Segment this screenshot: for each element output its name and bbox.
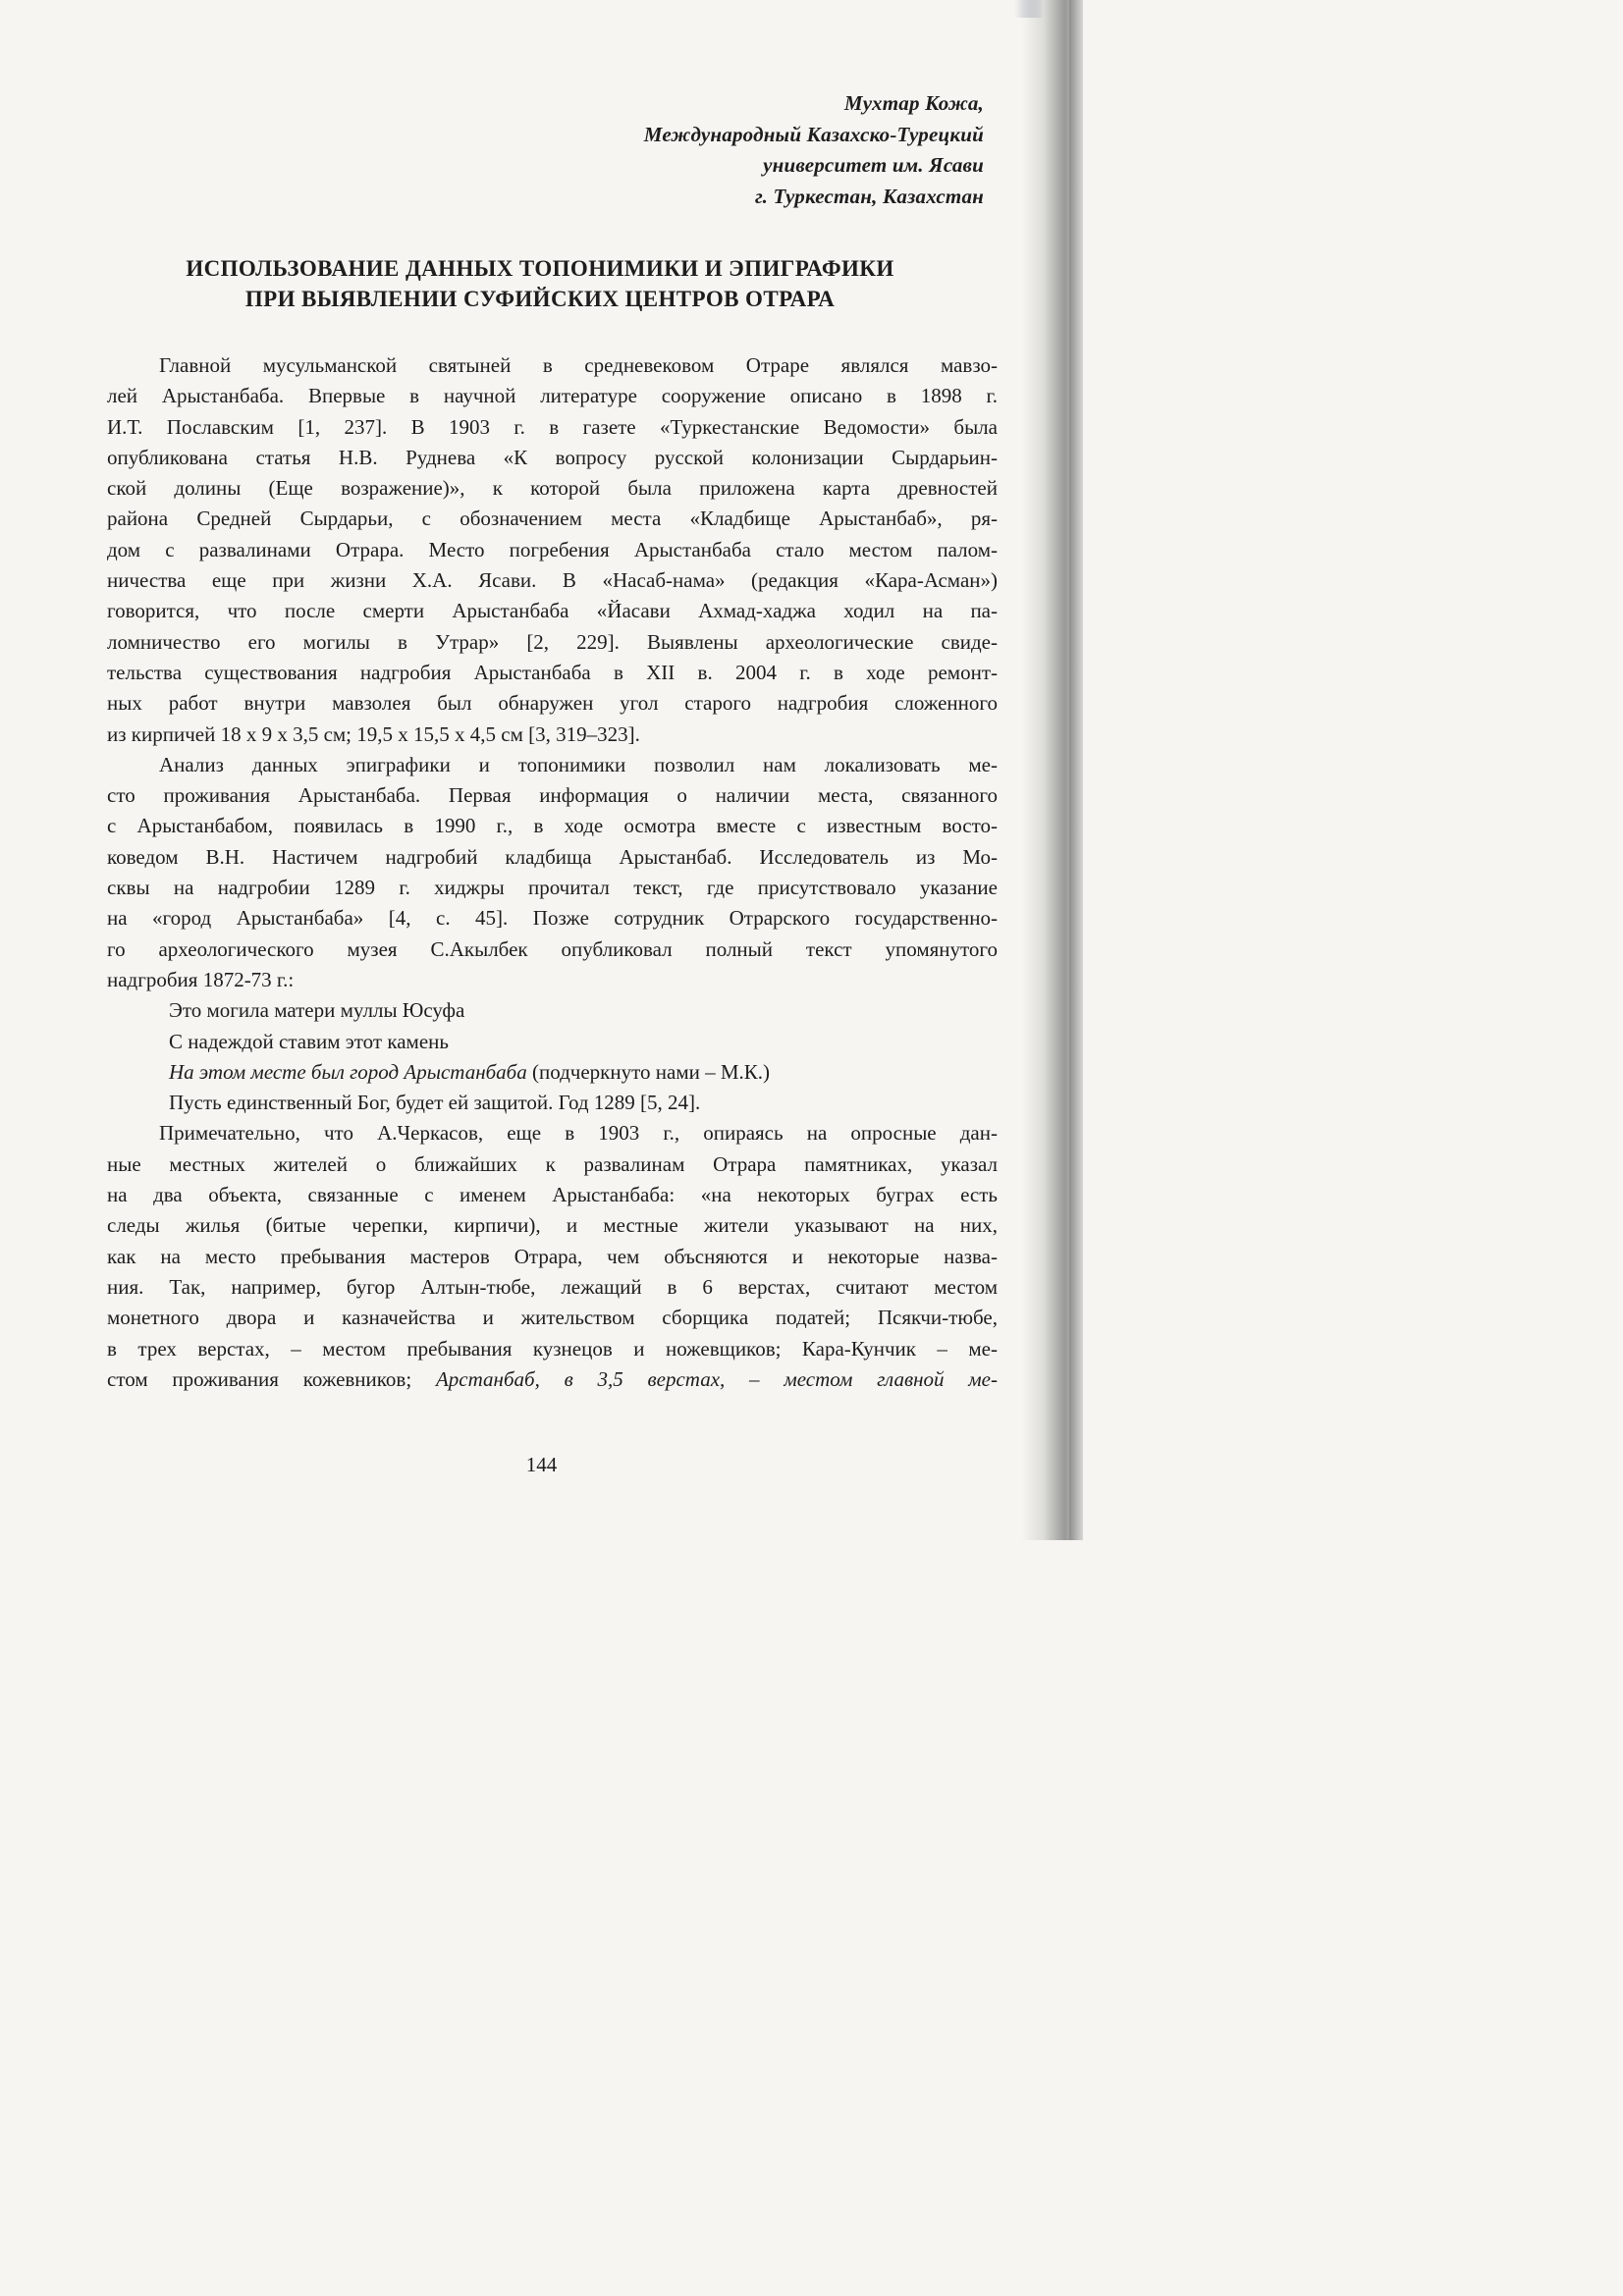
text-line: ных работ внутри мавзолея был обнаружен угол старого надгробия сложенного <box>107 691 998 716</box>
text-line: лей Арыстанбаба. Впервые в научной литературе сооружение описано в 1898 г. <box>107 384 998 408</box>
text-line: надгробия 1872-73 г.: <box>107 967 295 991</box>
text-line: ничества еще при жизни Х.А. Ясави. В «Насаб-нама» (редакция «Кара-Асман») <box>107 568 998 593</box>
epitaph-note: (подчеркнуто нами – М.К.) <box>526 1059 771 1084</box>
text-line: ные местных жителей о ближайших к развалинам Отрара памятниках, указал <box>107 1151 998 1176</box>
paragraph-3 <box>107 1118 998 1395</box>
author-name: Мухтар Кожа, <box>843 91 984 115</box>
title-line-2: ПРИ ВЫЯВЛЕНИИ СУФИЙСКИХ ЦЕНТРОВ ОТРАРА <box>244 287 836 311</box>
text-line: дом с развалинами Отрара. Место погребения Арыстанбаба стало местом палом- <box>107 537 998 561</box>
author-location: г. Туркестан, Казахстан <box>754 184 984 208</box>
text-line: с Арыстанбабом, появилась в 1990 г., в ходе осмотра вместе с известным восто- <box>107 814 998 838</box>
text-line: на два объекта, связанные с именем Арыстанбаба: «на некоторых буграх есть <box>107 1183 998 1207</box>
author-affiliation-1: Международный Казахско-Турецкий <box>643 122 984 146</box>
text-line: следы жилья (битые черепки, кирпичи), и местные жители указывают на них, <box>107 1213 998 1238</box>
text-line: Главной мусульманской святыней в средневековом Отраре являлся мавзо- <box>159 353 998 377</box>
text-line: района Средней Сырдарьи, с обозначением места «Кладбище Арыстанбаб», ря- <box>107 507 998 531</box>
epitaph-line-2: С надеждой ставим этот камень <box>169 1029 449 1053</box>
text-line: ской долины (Еще возражение)», к которой была приложена карта древностей <box>107 476 998 501</box>
page-edge <box>1069 0 1083 1540</box>
epitaph-quote <box>107 995 998 1118</box>
epitaph-line-1: Это могила матери муллы Юсуфа <box>169 998 465 1023</box>
text-line: в трех верстах, – местом пребывания кузнецов и ножевщиков; Кара-Кунчик – ме- <box>107 1336 998 1361</box>
text-line: Примечательно, что А.Черкасов, еще в 1903 г., опираясь на опросные дан- <box>159 1121 998 1146</box>
text-line: опубликована статья Н.В. Руднева «К вопросу русской колонизации Сырдарьин- <box>107 445 998 469</box>
title-line-1: ИСПОЛЬЗОВАНИЕ ДАННЫХ ТОПОНИМИКИ И ЭПИГРАФИКИ <box>186 256 894 281</box>
text-line: тельства существования надгробия Арыстанбаба в XII в. 2004 г. в ходе ремонт- <box>107 660 998 684</box>
text-line: Анализ данных эпиграфики и топонимики позволил нам локализовать ме- <box>159 752 998 776</box>
author-block <box>644 88 984 212</box>
text-line: ломничество его могилы в Утрар» [2, 229]. Выявлены археологические свиде- <box>107 629 998 654</box>
author-affiliation-2: университет им. Ясави <box>763 153 984 177</box>
text-line: сквы на надгробии 1289 г. хиджры прочитал текст, где присутствовало указание <box>107 876 998 900</box>
text-line: сто проживания Арыстанбаба. Первая информация о наличии места, связанного <box>107 783 998 808</box>
paragraph-2 <box>107 750 998 995</box>
text-line: как на место пребывания мастеров Отрара, чем объсняются и некоторые назва- <box>107 1244 998 1268</box>
text-line: говорится, что после смерти Арыстанбаба «Йасави Ахмад-хаджа ходил на па- <box>107 599 998 623</box>
text-line: И.Т. Пославским [1, 237]. В 1903 г. в газете «Туркестанские Ведомости» была <box>107 414 998 439</box>
text-plain: стом проживания кожевников; <box>107 1366 436 1391</box>
page-number: 144 <box>525 1453 558 1476</box>
text-line: коведом В.Н. Настичем надгробий кладбища Арыстанбаб. Исследователь из Мо- <box>107 844 998 869</box>
paragraph-1 <box>107 350 998 750</box>
text-emphasis: Арстанбаб, в 3,5 верстах, – местом главной ме- <box>435 1366 998 1391</box>
text-line: го археологического музея С.Акылбек опубликовал полный текст упомянутого <box>107 936 998 961</box>
epitaph-line-3 <box>107 1057 998 1088</box>
article-title <box>79 253 1001 314</box>
epitaph-line-4: Пусть единственный Бог, будет ей защитой. Год 1289 [5, 24]. <box>169 1091 701 1115</box>
text-line: монетного двора и казначейства и жительством сборщика податей; Псякчи-тюбе, <box>107 1306 998 1330</box>
text-line: ния. Так, например, бугор Алтын-тюбе, лежащий в 6 верстах, считают местом <box>107 1274 998 1299</box>
text-line-last <box>107 1364 998 1395</box>
epitaph-emphasis: На этом месте был город Арыстанбаба <box>169 1059 527 1084</box>
article-body <box>107 350 998 1395</box>
text-line: из кирпичей 18 х 9 х 3,5 см; 19,5 х 15,5 х 4,5 см [3, 319–323]. <box>107 721 640 746</box>
text-line: на «город Арыстанбаба» [4, с. 45]. Позже сотрудник Отрарского государственно- <box>107 906 998 931</box>
